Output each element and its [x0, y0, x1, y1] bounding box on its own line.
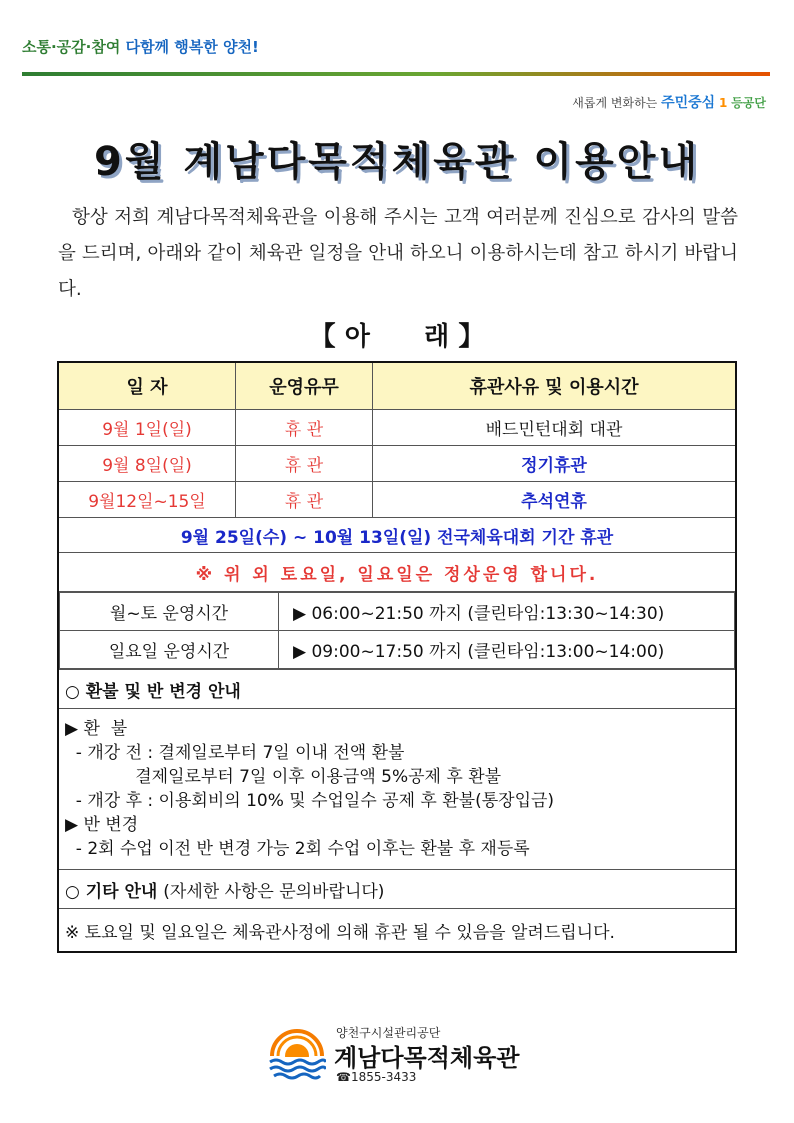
table-header-row — [58, 362, 736, 410]
row-date: 9월 8일(일) — [58, 446, 236, 482]
refund-line: 결제일로부터 7일 이후 이용금액 5%공제 후 환불 — [65, 767, 502, 787]
refund-line: - 2회 수업 이전 반 변경 가능 2회 수업 이후는 환불 후 재등록 — [65, 839, 530, 859]
row-reason: 추석연휴 — [373, 482, 737, 518]
hours-cell — [58, 592, 736, 670]
other-title-cell — [58, 870, 736, 909]
hours-sunday-row — [60, 631, 735, 669]
tagline — [572, 92, 766, 112]
slogan-part2: 다함께 행복한 양천! — [125, 38, 259, 56]
refund-line: ▶ 환 불 — [65, 719, 128, 739]
footer-phone: ☎1855-3433 — [336, 1070, 417, 1084]
row-reason: 정기휴관 — [373, 446, 737, 482]
table-row — [58, 482, 736, 518]
row-status: 휴 관 — [236, 410, 373, 446]
row-status: 휴 관 — [236, 446, 373, 482]
row-reason: 배드민턴대회 대관 — [373, 410, 737, 446]
tagline-number: 1 — [719, 96, 728, 110]
tagline-emphasis: 주민중심 — [661, 95, 716, 111]
final-notice-row — [58, 909, 736, 953]
page-title: 9월 계남다목적체육관 이용안내 — [93, 139, 700, 185]
hours-value: ▶ 09:00~17:50 까지 (클린타임:13:00~14:00) — [279, 631, 735, 669]
final-notice: ※ 토요일 및 일요일은 체육관사정에 의해 휴관 될 수 있음을 알려드립니다. — [58, 909, 736, 953]
hours-value: ▶ 06:00~21:50 까지 (클린타임:13:30~14:30) — [279, 593, 735, 631]
header-divider — [22, 72, 770, 76]
table-row — [58, 410, 736, 446]
other-title: ○ 기타 안내 — [65, 881, 158, 902]
footer-org: 양천구시설관리공단 — [336, 1026, 441, 1040]
period-notice: 9월 25일(수) ~ 10월 13일(일) 전국체육대회 기간 휴관 — [58, 518, 736, 553]
hours-label: 일요일 운영시간 — [60, 631, 279, 669]
tagline-prefix: 새롭게 변화하는 — [572, 96, 658, 110]
row-date: 9월12일~15일 — [58, 482, 236, 518]
footer — [268, 1020, 548, 1090]
header-status: 운영유무 — [236, 362, 373, 410]
hours-label: 월~토 운영시간 — [60, 593, 279, 631]
header-reason: 휴관사유 및 이용시간 — [373, 362, 737, 410]
sun-wave-logo-icon — [268, 1026, 326, 1084]
refund-line: - 개강 후 : 이용회비의 10% 및 수업일수 공제 후 환불(통장입금) — [65, 791, 555, 811]
other-title-row — [58, 870, 736, 909]
tagline-rest: 등공단 — [731, 96, 766, 110]
footer-facility-name: 계남다목적체육관 — [334, 1044, 520, 1072]
hours-weekday-row — [60, 593, 735, 631]
weekend-notice: ※ 위 외 토요일, 일요일은 정상운영 합니다. — [58, 553, 736, 592]
refund-title-row — [58, 670, 736, 709]
header-date: 일 자 — [58, 362, 236, 410]
hours-table — [59, 592, 735, 669]
intro-paragraph: 항상 저희 계남다목적체육관을 이용해 주시는 고객 여러분께 진심으로 감사의 말씀을 드리며, 아래와 같이 체육관 일정을 안내 하오니 이용하시는데 참고 하시기 바랍니다. — [58, 207, 738, 300]
refund-body-row — [58, 709, 736, 870]
below-heading: 【 아 래 】 — [309, 322, 485, 352]
refund-details — [58, 709, 736, 870]
slogan — [22, 36, 259, 57]
other-note: (자세한 사항은 문의바랍니다) — [163, 881, 385, 902]
row-status: 휴 관 — [236, 482, 373, 518]
table-row — [58, 446, 736, 482]
slogan-part1: 소통·공감·참여 — [22, 38, 121, 56]
weekend-notice-row — [58, 553, 736, 592]
refund-line: - 개강 전 : 결제일로부터 7일 이내 전액 환불 — [65, 743, 405, 763]
refund-title: ○ 환불 및 반 변경 안내 — [58, 670, 736, 709]
row-date: 9월 1일(일) — [58, 410, 236, 446]
period-notice-row — [58, 518, 736, 553]
hours-row — [58, 592, 736, 670]
refund-line: ▶ 반 변경 — [65, 815, 139, 835]
schedule-table — [57, 361, 737, 953]
